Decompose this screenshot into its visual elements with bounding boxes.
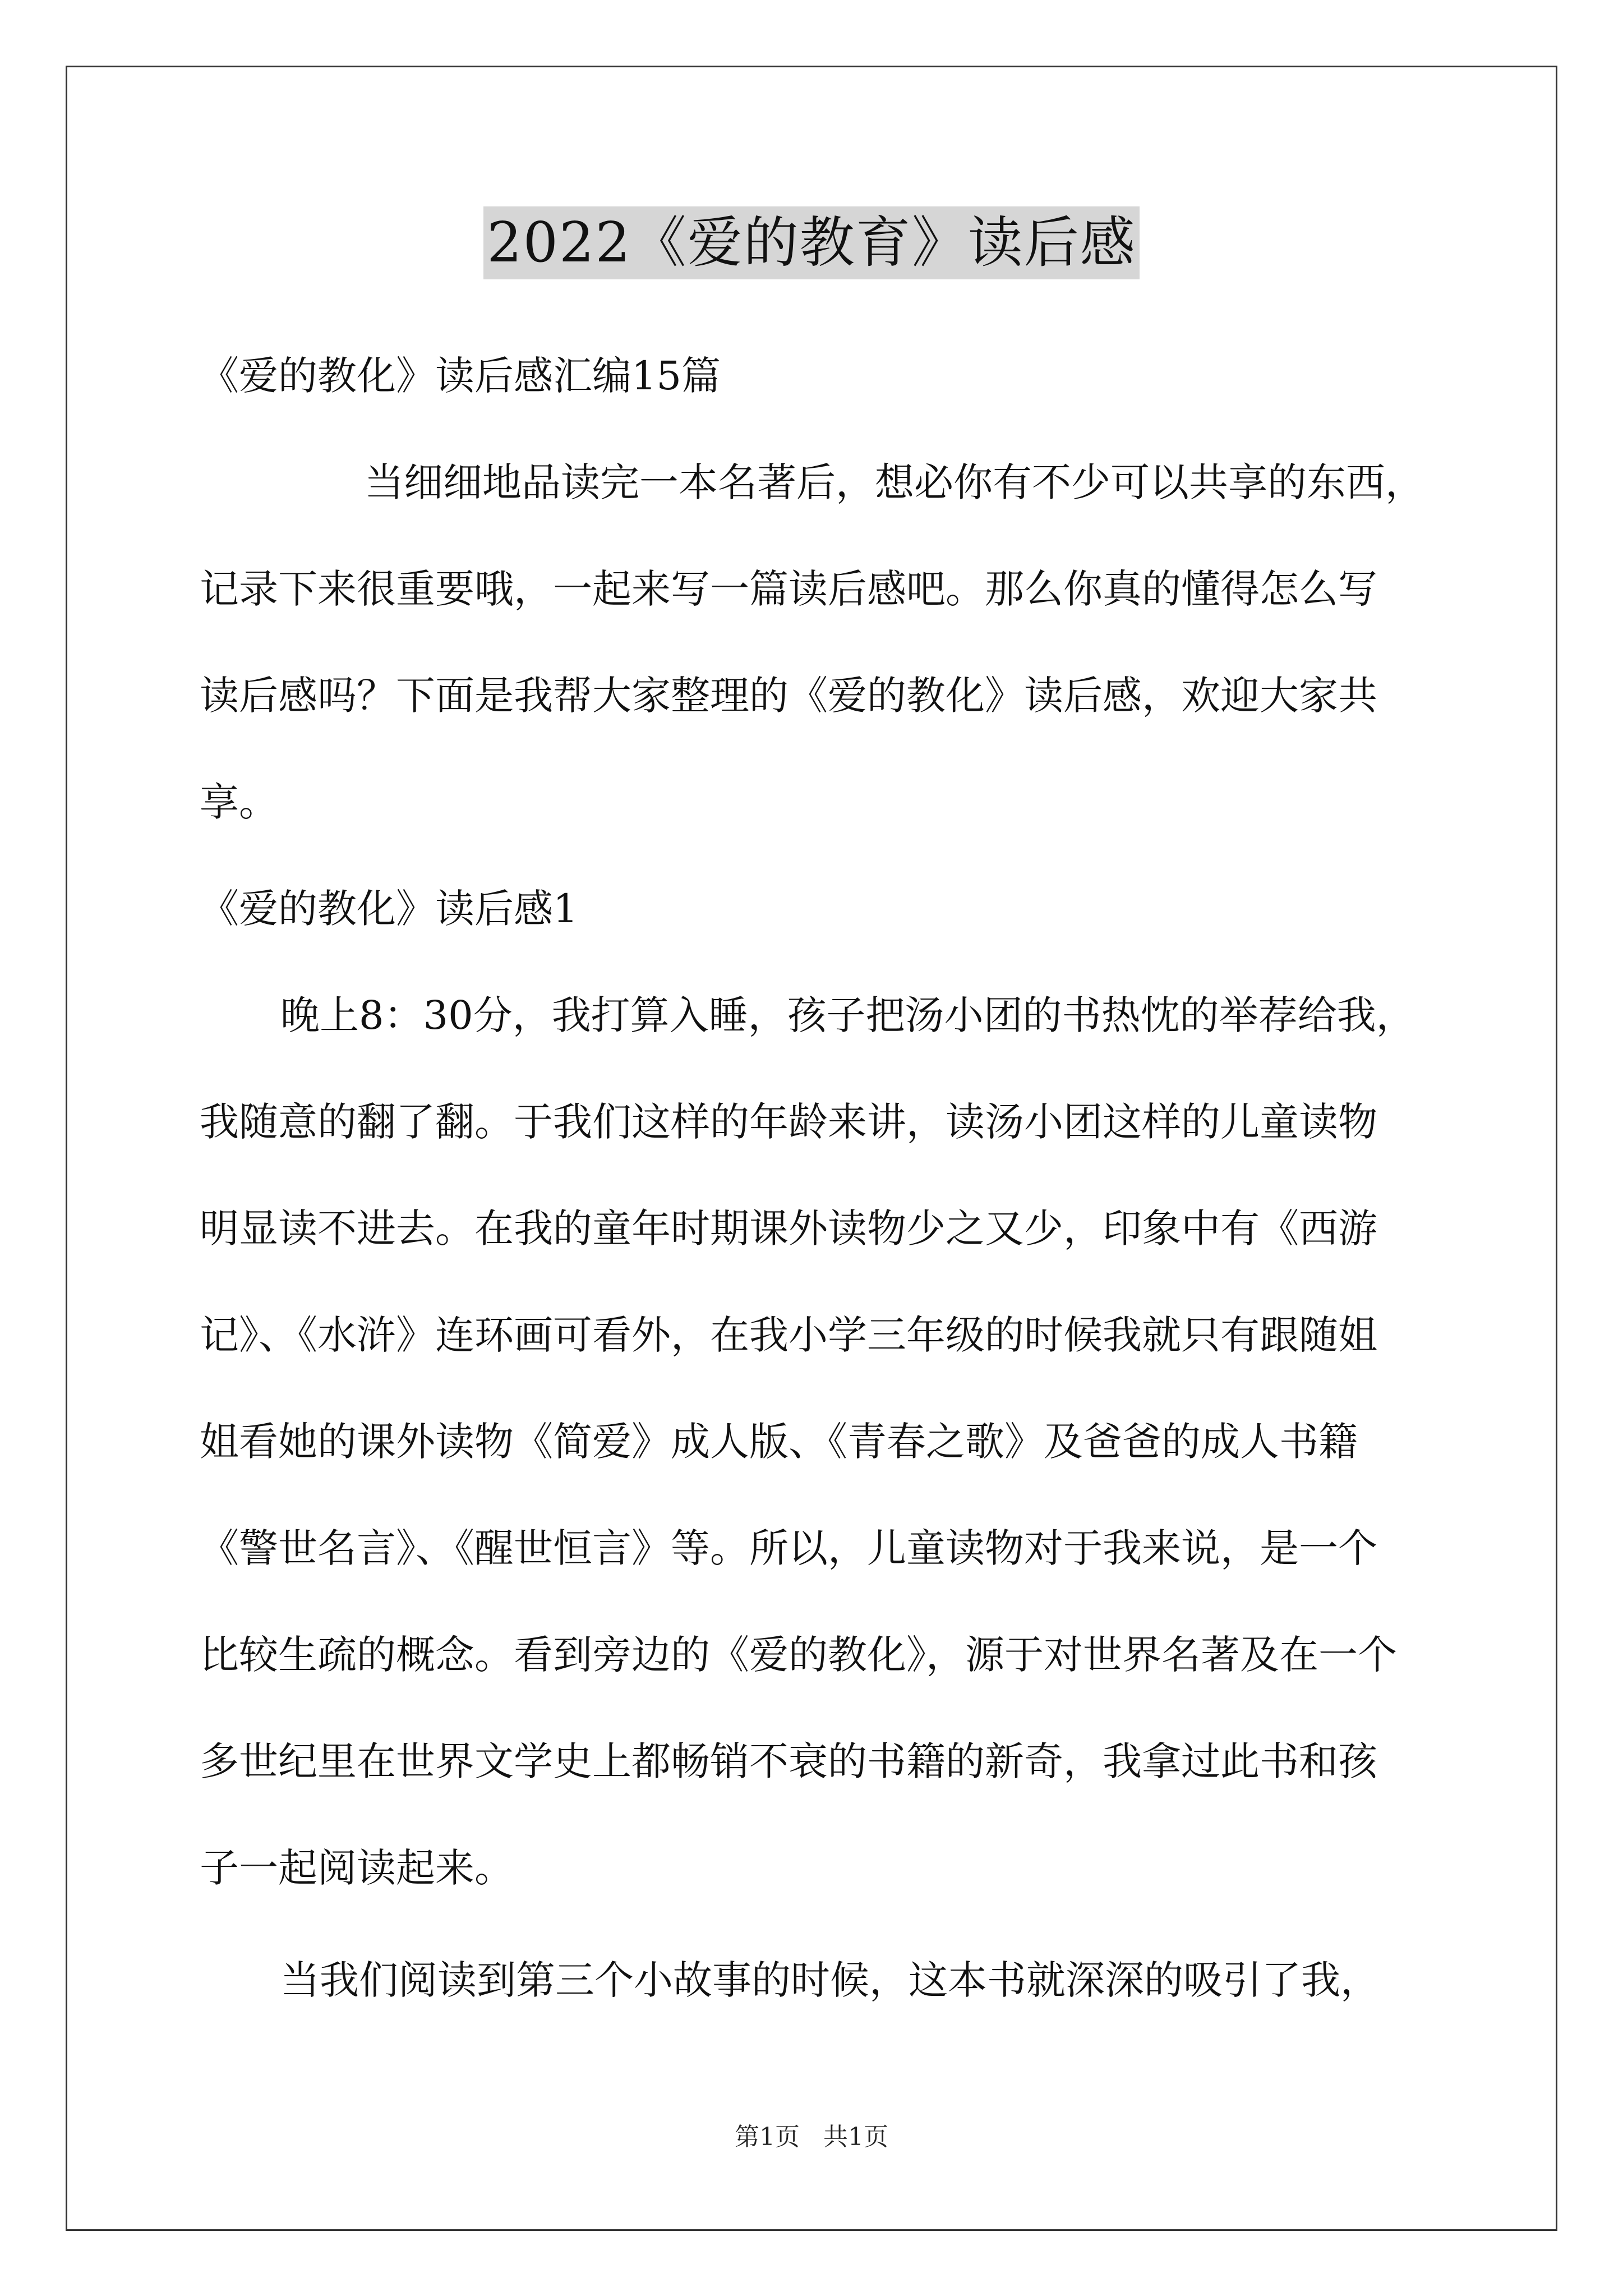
intro-line: 当细细地品读完一本名著后，想必你有不少可以共享的东西， [365,459,1424,505]
body-line: 当我们阅读到第三个小故事的时候，这本书就深深的吸引了我， [280,1957,1380,2003]
intro-line: 读后感吗？下面是我帮大家整理的《爱的教化》读后感，欢迎大家共 [200,673,1377,719]
document-subtitle: 《爱的教化》读后感汇编15篇 [200,353,721,399]
body-line: 我随意的翻了翻。于我们这样的年龄来讲，读汤小团这样的儿童读物 [200,1099,1377,1145]
body-line: 多世纪里在世界文学史上都畅销不衰的书籍的新奇，我拿过此书和孩 [200,1738,1377,1784]
body-line: 明显读不进去。在我的童年时期课外读物少之又少，印象中有《西游 [200,1205,1377,1251]
title-container [0,206,1623,279]
page-total: 共1页 [823,2123,888,2151]
body-line: 姐看她的课外读物《简爱》成人版、《青春之歌》及爸爸的成人书籍 [200,1419,1358,1465]
body-line: 记》、《水浒》连环画可看外，在我小学三年级的时候我就只有跟随姐 [200,1312,1377,1358]
body-line: 晚上8：30分，我打算入睡，孩子把汤小团的书热忱的举荐给我， [280,992,1415,1038]
body-line: 子一起阅读起来。 [200,1845,514,1891]
page-footer [0,2120,1623,2154]
intro-line: 享。 [200,779,278,825]
page-number: 第1页 [735,2123,800,2151]
intro-line: 记录下来很重要哦，一起来写一篇读后感吧。那么你真的懂得怎么写 [200,566,1377,612]
body-line: 比较生疏的概念。看到旁边的《爱的教化》，源于对世界名著及在一个 [200,1632,1397,1678]
section-heading: 《爱的教化》读后感1 [200,886,578,932]
body-line: 《警世名言》、《醒世恒言》等。所以，儿童读物对于我来说，是一个 [200,1525,1377,1571]
document-title: 2022《爱的教育》读后感 [483,206,1139,279]
